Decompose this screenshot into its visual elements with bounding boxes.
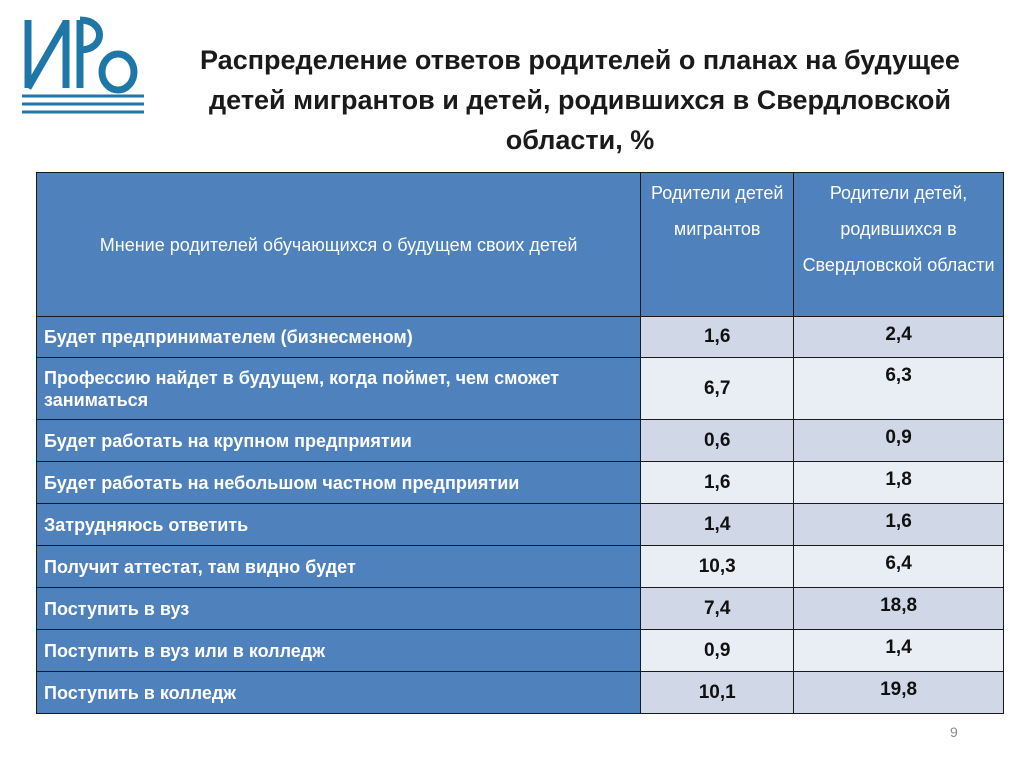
institute-logo-icon	[22, 16, 144, 120]
row-label: Поступить в колледж	[37, 672, 641, 714]
sverdlovsk-value: 1,6	[794, 504, 1004, 546]
sverdlovsk-value: 6,4	[794, 546, 1004, 588]
page-title: Распределение ответов родителей о планах на будущее детей мигрантов и детей, родившихся в Свердловской области, %	[200, 45, 960, 155]
migrants-value: 1,4	[641, 504, 794, 546]
sverdlovsk-value: 1,8	[794, 462, 1004, 504]
header-sverdlovsk-parents: Родители детей, родившихся в Свердловской области	[794, 173, 1004, 317]
row-label: Будет предпринимателем (бизнесменом)	[37, 317, 641, 358]
table-header-row	[37, 173, 1004, 317]
migrants-value: 1,6	[641, 462, 794, 504]
table-row	[37, 630, 1004, 672]
sverdlovsk-value: 19,8	[794, 672, 1004, 714]
table-row	[37, 588, 1004, 630]
header-migrant-parents: Родители детей мигрантов	[641, 173, 794, 317]
migrants-value: 6,7	[641, 358, 794, 420]
row-label: Поступить в вуз	[37, 588, 641, 630]
page-number: 9	[950, 724, 958, 740]
table-row	[37, 546, 1004, 588]
migrants-value: 0,9	[641, 630, 794, 672]
header-opinion: Мнение родителей обучающихся о будущем своих детей	[37, 173, 641, 317]
row-label: Будет работать на небольшом частном предприятии	[37, 462, 641, 504]
sverdlovsk-value: 6,3	[794, 358, 1004, 420]
migrants-value: 10,1	[641, 672, 794, 714]
sverdlovsk-value: 0,9	[794, 420, 1004, 462]
table-row	[37, 317, 1004, 358]
row-label: Поступить в вуз или в колледж	[37, 630, 641, 672]
row-label: Будет работать на крупном предприятии	[37, 420, 641, 462]
migrants-value: 0,6	[641, 420, 794, 462]
survey-table	[36, 172, 1004, 714]
migrants-value: 7,4	[641, 588, 794, 630]
migrants-value: 10,3	[641, 546, 794, 588]
table-row	[37, 358, 1004, 420]
table-row	[37, 672, 1004, 714]
table-row	[37, 504, 1004, 546]
row-label: Получит аттестат, там видно будет	[37, 546, 641, 588]
table-row	[37, 462, 1004, 504]
institute-logo	[22, 16, 144, 120]
table-row	[37, 420, 1004, 462]
sverdlovsk-value: 2,4	[794, 317, 1004, 358]
migrants-value: 1,6	[641, 317, 794, 358]
row-label: Затрудняюсь ответить	[37, 504, 641, 546]
row-label: Профессию найдет в будущем, когда поймет, чем сможет заниматься	[37, 358, 641, 420]
sverdlovsk-value: 1,4	[794, 630, 1004, 672]
sverdlovsk-value: 18,8	[794, 588, 1004, 630]
